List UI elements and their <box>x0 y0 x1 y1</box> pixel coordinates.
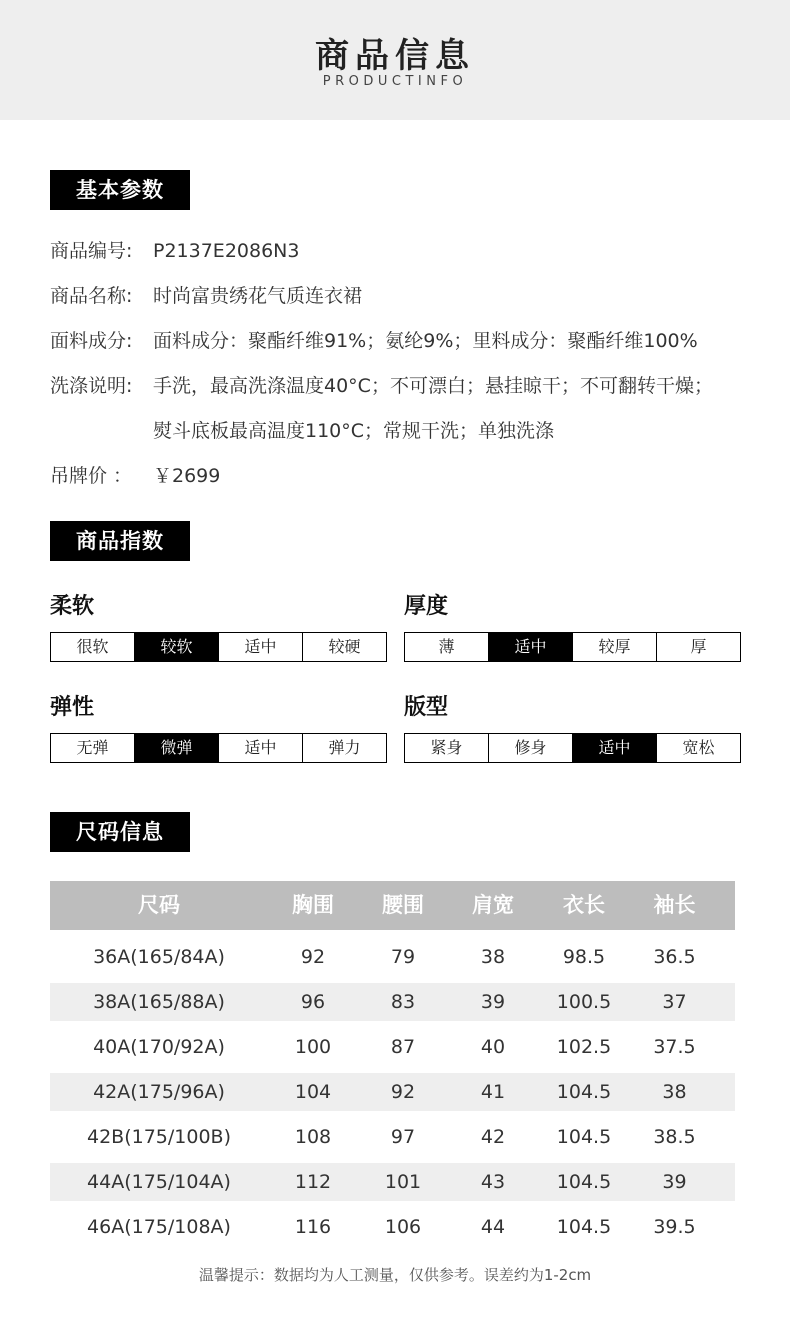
page-subtitle: PRODUCTINFO <box>322 74 468 89</box>
size-table <box>50 881 735 1253</box>
table-cell: 104 <box>294 1081 332 1103</box>
index-scale-elasticity <box>50 733 387 763</box>
table-cell: 38 <box>662 1081 687 1103</box>
index-scale-thickness <box>404 632 741 662</box>
column-header: 胸围 <box>292 893 334 917</box>
index-option: 适中 <box>219 633 303 661</box>
param-row-code <box>50 236 299 263</box>
index-title-elasticity: 弹性 <box>50 695 95 720</box>
table-cell: 44A(175/104A) <box>87 1171 231 1193</box>
column-header: 袖长 <box>653 893 696 917</box>
index-option: 较硬 <box>328 637 361 656</box>
param-value: 时尚富贵绣花气质连衣裙 <box>153 285 363 307</box>
param-row-name <box>50 281 362 308</box>
index-option: 适中 <box>219 734 303 762</box>
param-row-price <box>50 461 220 488</box>
table-cell: 46A(175/108A) <box>87 1216 231 1238</box>
param-row-washing <box>50 371 713 398</box>
index-title-fit: 版型 <box>404 695 449 720</box>
table-cell: 42 <box>480 1126 506 1148</box>
column-header: 肩宽 <box>472 893 514 917</box>
table-row <box>50 1028 735 1066</box>
table-row <box>50 1163 735 1201</box>
page-header <box>0 0 790 120</box>
table-cell: 83 <box>390 991 416 1013</box>
param-key: 洗涤说明: <box>50 375 133 397</box>
table-cell: 39 <box>480 991 506 1013</box>
param-row-washing-cont <box>50 416 554 443</box>
index-option: 适中 <box>573 734 657 762</box>
table-cell: 43 <box>480 1171 506 1193</box>
index-scale-fit <box>404 733 741 763</box>
param-value: 面料成分：聚酯纤维91%；氨纶9%；里料成分：聚酯纤维100% <box>153 330 698 352</box>
table-cell: 101 <box>384 1171 422 1193</box>
table-row <box>50 1073 735 1111</box>
table-cell: 97 <box>390 1126 416 1148</box>
table-cell: 37 <box>662 991 687 1013</box>
table-cell: 36.5 <box>653 946 696 968</box>
table-cell: 40 <box>480 1036 506 1058</box>
table-row <box>50 1118 735 1156</box>
param-key: 商品编号: <box>50 240 133 262</box>
section-label-size: 尺码信息 <box>50 812 190 852</box>
table-cell: 87 <box>390 1036 416 1058</box>
table-row <box>50 983 735 1021</box>
index-title-softness: 柔软 <box>50 594 95 619</box>
param-row-fabric <box>50 326 698 353</box>
index-option: 较厚 <box>573 633 657 661</box>
index-option: 紧身 <box>405 734 489 762</box>
table-cell: 40A(170/92A) <box>93 1036 225 1058</box>
table-cell: 41 <box>480 1081 506 1103</box>
section-label-index: 商品指数 <box>50 521 190 561</box>
table-cell: 112 <box>294 1171 332 1193</box>
measurement-note: 温馨提示：数据均为人工测量，仅供参考。误差约为1-2cm <box>198 1266 592 1284</box>
param-key: 商品名称: <box>50 285 133 307</box>
param-value: P2137E2086N3 <box>153 240 300 262</box>
section-label-basic: 基本参数 <box>50 170 190 210</box>
table-cell: 37.5 <box>653 1036 696 1058</box>
param-value: 熨斗底板最高温度110°C；常规干洗；单独洗涤 <box>153 420 555 442</box>
table-cell: 100 <box>294 1036 332 1058</box>
table-cell: 104.5 <box>556 1081 612 1103</box>
column-header: 衣长 <box>563 893 605 917</box>
table-cell: 98.5 <box>562 946 606 968</box>
table-cell: 36A(165/84A) <box>93 946 225 968</box>
index-option: 厚 <box>690 637 707 656</box>
index-option: 较软 <box>135 633 219 661</box>
index-option: 适中 <box>489 633 573 661</box>
table-cell: 42A(175/96A) <box>93 1081 225 1103</box>
table-cell: 44 <box>480 1216 506 1238</box>
table-cell: 39 <box>662 1171 687 1193</box>
table-cell: 104.5 <box>556 1216 612 1238</box>
param-key: 面料成分: <box>50 330 133 352</box>
index-option: 很软 <box>51 633 135 661</box>
table-cell: 92 <box>300 946 326 968</box>
index-title-thickness: 厚度 <box>404 594 449 619</box>
index-scale-softness <box>50 632 387 662</box>
size-table-header <box>50 881 735 930</box>
index-option: 微弹 <box>135 734 219 762</box>
table-cell: 38A(165/88A) <box>93 991 225 1013</box>
table-cell: 106 <box>384 1216 422 1238</box>
table-cell: 104.5 <box>556 1126 612 1148</box>
column-header: 腰围 <box>382 893 424 917</box>
table-cell: 38.5 <box>653 1126 696 1148</box>
table-cell: 116 <box>294 1216 332 1238</box>
column-header: 尺码 <box>138 893 180 917</box>
param-key: 吊牌价 ： <box>50 465 133 487</box>
table-cell: 108 <box>294 1126 332 1148</box>
table-cell: 39.5 <box>653 1216 696 1238</box>
index-option: 修身 <box>489 734 573 762</box>
index-option: 弹力 <box>328 738 361 757</box>
table-cell: 42B(175/100B) <box>86 1126 231 1148</box>
param-value: ￥2699 <box>153 465 221 487</box>
table-cell: 96 <box>300 991 326 1013</box>
table-cell: 100.5 <box>556 991 612 1013</box>
table-cell: 79 <box>390 946 416 968</box>
table-row <box>50 1208 735 1246</box>
table-cell: 92 <box>390 1081 416 1103</box>
table-cell: 102.5 <box>556 1036 612 1058</box>
size-table-body <box>50 938 735 1246</box>
index-option: 薄 <box>405 633 489 661</box>
page-title: 商品信息 <box>315 36 475 76</box>
table-cell: 38 <box>480 946 506 968</box>
table-cell: 104.5 <box>556 1171 612 1193</box>
index-option: 无弹 <box>51 734 135 762</box>
index-option: 宽松 <box>682 738 715 757</box>
param-value: 手洗，最高洗涤温度40°C；不可漂白；悬挂晾干；不可翻转干燥； <box>153 375 713 397</box>
table-row <box>50 938 735 976</box>
